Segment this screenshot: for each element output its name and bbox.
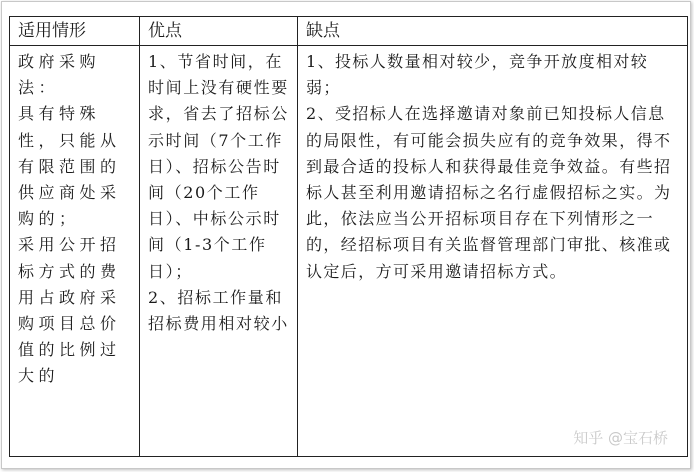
situation-text: 政府采购法： 具有特殊性，只能从有限范围的供应商处采购的； 采用公开招标方式的费用占政府采购项目总价值的比例过大的	[18, 52, 121, 386]
table-header-row	[10, 17, 688, 46]
header-advantages: 优点	[140, 17, 298, 46]
disadvantages-text: 1、投标人数量相对较少，竞争开放度相对较弱； 2、受招标人在选择邀请对象前已知投标人信息的局限性，有可能会损失应有的竞争效果，得不到最合适的投标人和获得最佳竞争效益。有些招标人甚至利用邀请招标之名行虚假招标之实。为此，依法应当公开招标项目存在下列情形之一的，经招标项目有关监督管理部门审批、核准或认定后，方可采用邀请招标方式。	[306, 52, 672, 281]
cell-advantages	[140, 46, 298, 457]
advantages-text: 1、节省时间，在时间上没有硬性要求，省去了招标公示时间（7个工作日）、招标公告时间（20个工作日）、中标公示时间（1-3个工作日）； 2、招标工作量和招标费用相对较小	[148, 52, 289, 334]
table-row	[10, 46, 688, 457]
cell-disadvantages	[298, 46, 688, 457]
watermark: 知乎 @宝石桥	[573, 429, 668, 447]
comparison-table	[9, 16, 688, 457]
cell-applicable-situation	[10, 46, 140, 457]
header-applicable-situation: 适用情形	[10, 17, 140, 46]
header-disadvantages: 缺点	[298, 17, 688, 46]
